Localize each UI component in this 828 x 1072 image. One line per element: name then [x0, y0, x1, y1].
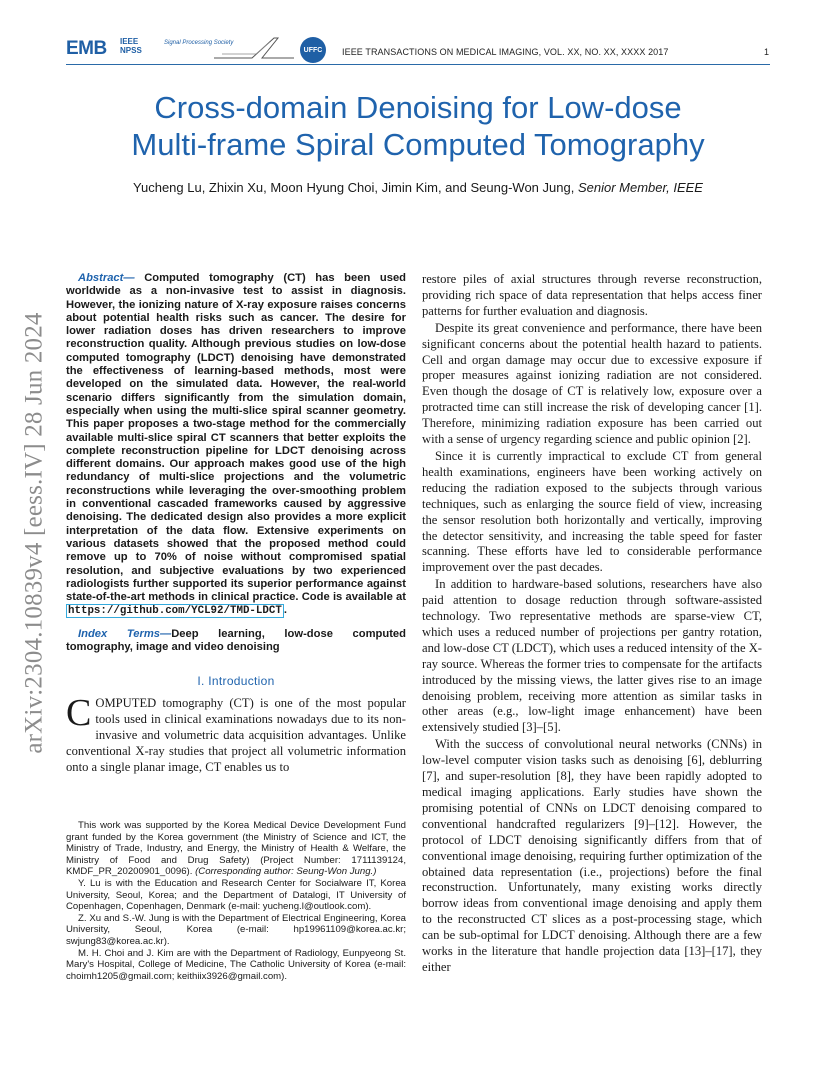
right-column — [422, 272, 762, 976]
section-heading-introduction: I. Introduction — [197, 674, 275, 689]
wave-logo-icon — [212, 34, 296, 62]
footnote-affiliation-choi-kim: M. H. Choi and J. Kim are with the Department of Radiology, Eunpyeong St. Mary's Hospital, College of Medicine, The Catholic University of Korea (e-mail: choimh1205@gmail.com; keithiix3926@gmail.com). — [66, 947, 406, 982]
page-number: 1 — [764, 47, 770, 57]
right-paragraph-2: Despite its great convenience and performance, there have been significant concerns about the potential health hazard to patients. Cell and organ damage may occur due to excessive exposure if proper measures against ionizing radiation are not considered. Even though the dosage of CT is relatively low, exposure over a protracted time can still increase the risk of developing cancer [1]. Therefore, minimizing radiation exposure has been carried out with a sense of urgency regarding science and public opinion [2]. — [422, 320, 762, 447]
index-terms-dash: — — [160, 627, 172, 640]
left-column — [66, 272, 406, 776]
arxiv-identifier-stamp — [13, 288, 57, 778]
abstract-end: . — [283, 604, 287, 617]
right-paragraph-5: With the success of convolutional neural networks (CNNs) in low-level computer vision tasks such as denoising [6], deblurring [7], and super-resolution [8], they have been rapidly adopted to medical imaging applications. Early studies have shown the promising potential of CNNs on LDCT denoising compared to conventional handcrafted regularizers [9]–[12]. However, the protocol of LDCT denoising significantly differs from that of conventional image denoising, requiring further optimization of the obtained data representation (i.e., projections) before the final reconstruction. Unfortunately, many existing works directly borrow ideas from conventional image denoising and apply them to the reconstructed CT slices as a post-processing stage, which can be sub-optimal for LDCT denoising. Although there are a few works in the literature that handle projection data [13]–[17], they either — [422, 737, 762, 974]
footnote-funding-text: This work was supported by the Korea Medical Device Development Fund grant funded by the Korea government (the Ministry of Science and ICT, the Ministry of Trade, Industry, and Energy, the Ministry of Health & Welfare, the Ministry of Food and Drug Safety) (Project Number: 1711139124, KMDF_PR_20200901_0096). — [66, 820, 406, 878]
journal-running-head: IEEE TRANSACTIONS ON MEDICAL IMAGING, VOL. XX, NO. XX, XXXX 2017 — [342, 47, 669, 57]
npss-logo: IEEE NPSS — [120, 37, 142, 55]
paper-title — [66, 89, 770, 163]
abstract-dash: — — [123, 272, 135, 284]
signal-processing-society-logo: Signal Processing Society — [164, 40, 234, 46]
header-rule — [66, 64, 770, 65]
index-terms-text: Deep learning, low-dose computed tomography, image and video denoising — [66, 627, 406, 654]
footnote-funding — [66, 820, 406, 878]
abstract-text: Computed tomography (CT) has been used worldwide as a non-invasive test to assist in diagnosis. However, the ionizing nature of X-ray exposure raises concerns about potential health risks such as cancer. The desire for lower radiation doses has driven researchers to improve reconstruction quality. Although previous studies on low-dose computed tomography (LDCT) denoising have demonstrated the effectiveness of learning-based methods, most were developed on the simulated data. However, the real-world scenario differs significantly from the simulation domain, especially when using the multi-slice spiral scanner geometry. This paper proposes a two-stage method for the commercially available multi-slice spiral CT scanners that better exploits the complete reconstruction pipeline for LDCT denoising across different domains. Our approach makes good use of the high redundancy of multi-slice projections and the volumetric reconstructions while leveraging the over-smoothing problem in conventional cascaded frameworks caused by aggressive denoising. The dedicated design also provides a more explicit interpretation of the data flow. Extensive experiments on various datasets showed that the proposed method could remove up to 70% of noise without compromised spatial resolution, and subjective evaluations by two experienced radiologists further supported its superior performance against state-of-the-art methods in clinical practice. Code is available at — [66, 272, 407, 604]
right-paragraph-3: Since it is currently impractical to exclude CT from general health examinations, engineers have been working actively on reducing the radiation exposed to the subjects through various techniques, such as enlarging the source field of view, increasing the sensor resolution both horizontally and vertically, improving the detector sensitivity, and increasing the table speed for faster scanning. These efforts have led to considerable performance improvement over the past decades. — [422, 448, 762, 575]
footnote-corresponding-author: (Corresponding author: Seung-Won Jung.) — [195, 866, 377, 878]
footnote-affiliation-xu-jung: Z. Xu and S.-W. Jung is with the Department of Electrical Engineering, Korea University, Seoul, Korea (e-mail: hp19961109@korea.ac.kr; swjung83@korea.ac.kr). — [66, 912, 406, 947]
arxiv-identifier-text: arXiv:2304.10839v4 [eess.IV] 28 Jun 2024 — [21, 312, 48, 754]
index-terms — [66, 628, 406, 655]
right-paragraph-1: restore piles of axial structures through reverse reconstruction, providing rich space of data representation that helps access finer patterns for further evaluation and diagnosis. — [422, 272, 762, 318]
index-terms-label: Index Terms — [78, 627, 161, 640]
title-line-1: Cross-domain Denoising for Low-dose — [154, 90, 682, 125]
code-link[interactable]: https://github.com/YCL92/TMD-LDCT — [68, 605, 282, 618]
abstract-label: Abstract — [78, 272, 124, 284]
author-role: Senior Member, IEEE — [577, 180, 703, 195]
abstract — [66, 272, 406, 619]
drop-cap: C — [66, 692, 92, 735]
introduction-paragraph-1-text: OMPUTED tomography (CT) is one of the most popular tools used in clinical examinations nowadays due to its non-invasive and volumetric data acquisition advantages. Unlike conventional X-ray studies that project all volumetric information onto a single planar image, CT enables us to — [66, 696, 406, 774]
emb-logo: EMB — [66, 38, 107, 59]
uffc-logo: UFFC — [300, 37, 326, 63]
author-list — [66, 180, 770, 195]
footnotes — [66, 820, 406, 982]
footnote-affiliation-lu: Y. Lu is with the Education and Research Center for Socialware IT, Korea University, Seoul, Korea; and the Department of Datalogi, IT University of Copenhagen, Copenhagen, Denmark (e-mail: yucheng.l@outlook.com). — [66, 877, 406, 913]
author-names: Yucheng Lu, Zhixin Xu, Moon Hyung Choi, Jimin Kim, and Seung-Won Jung, — [133, 180, 575, 195]
title-line-2: Multi-frame Spiral Computed Tomography — [131, 127, 705, 162]
introduction-paragraph-1 — [66, 692, 406, 776]
right-paragraph-4: In addition to hardware-based solutions, researchers have also paid attention to dosage reduction through software-assisted technology. Two representative methods are sparse-view CT, which uses a reduced number of projections per gantry rotation, and low-dose CT (LDCT), which uses a reduced intensity of the X-ray source. Whereas the former tries to compensate for the artifacts introduced by the missing views, the latter gives rise to an image denoising problem, receiving more attention as similar tasks in other areas (e.g., low-light image enhancement) have been extensively studied [3]–[5]. — [422, 577, 762, 735]
